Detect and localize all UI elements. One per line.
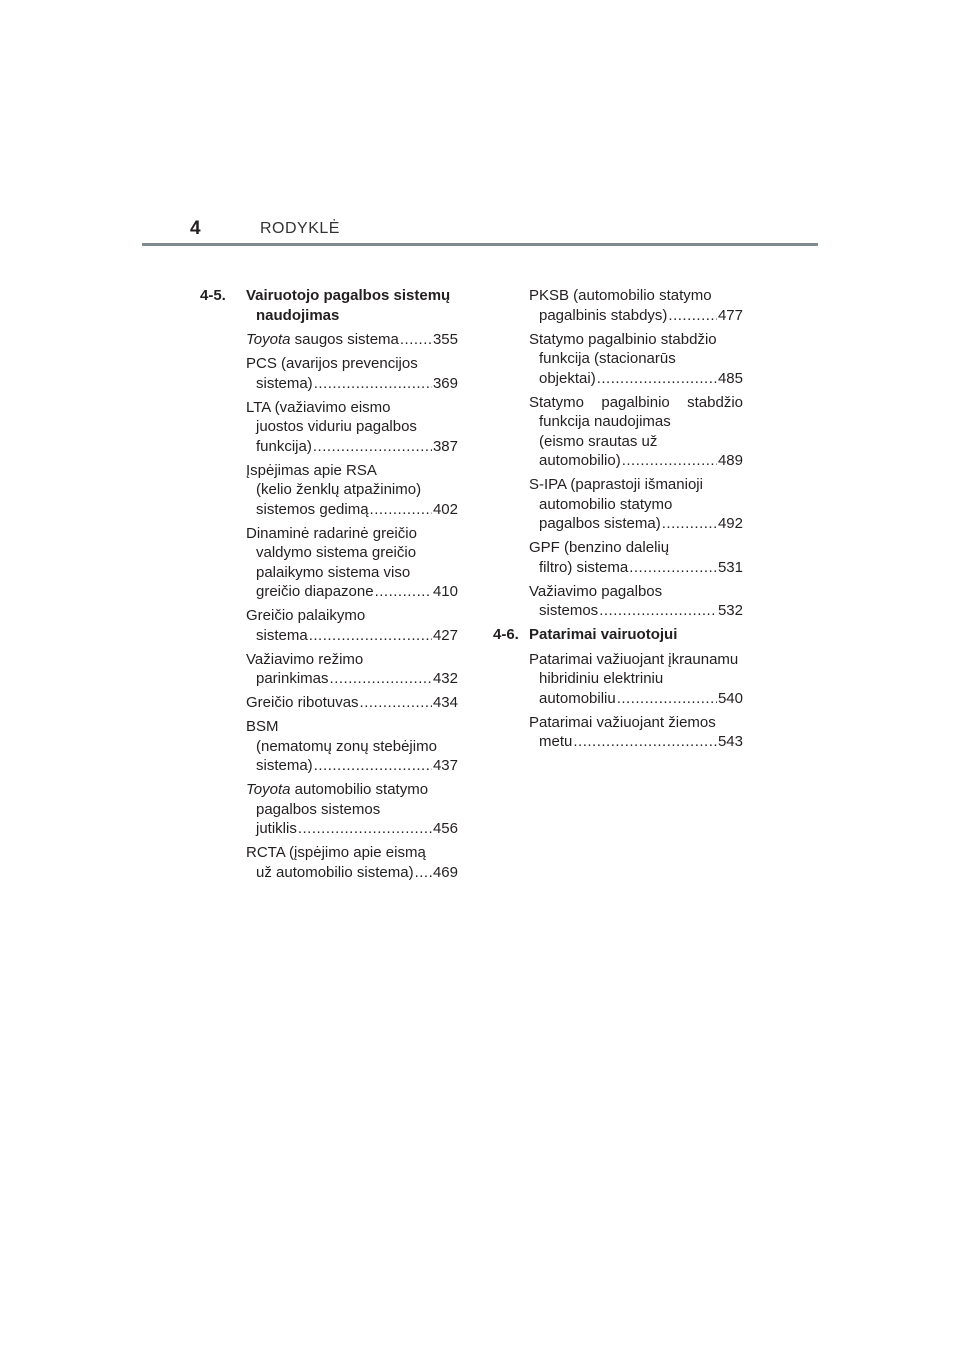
leader-dots <box>662 514 717 534</box>
leader-dots <box>330 669 432 689</box>
entry-text: sistema <box>256 626 308 644</box>
leader-dots <box>597 369 717 389</box>
leader-dots <box>298 819 432 839</box>
entry-text: juostos viduriu pagalbos <box>256 418 417 435</box>
toc-entry[interactable] <box>246 717 458 776</box>
leader-dots <box>314 374 432 394</box>
toc-entry[interactable] <box>529 582 743 621</box>
entry-text: Patarimai važiuojant žiemos <box>529 713 716 731</box>
entry-text: LTA (važiavimo eismo <box>246 398 391 416</box>
entry-text: S-IPA (paprastoji išmanioji <box>529 476 703 493</box>
toc-entry[interactable] <box>246 330 458 350</box>
entry-text: Patarimai važiuojant įkraunamu <box>529 650 739 668</box>
entry-page: 477 <box>717 306 743 324</box>
entry-text: funkcija (stacionarūs <box>539 350 676 367</box>
section-title: Patarimai vairuotojui <box>529 626 678 643</box>
leader-dots <box>375 582 432 602</box>
section-title: Vairuotojo pagalbos sistemų naudojimas <box>246 287 451 324</box>
brand-name: Toyota <box>246 781 291 798</box>
leader-dots <box>400 330 432 350</box>
entry-page: 387 <box>432 437 458 455</box>
entry-text: Greičio ribotuvas <box>246 694 359 711</box>
leader-dots <box>309 626 432 646</box>
toc-entry[interactable] <box>529 286 743 325</box>
entry-page: 369 <box>432 374 458 392</box>
entry-text: palaikymo sistema viso <box>256 563 411 581</box>
toc-entry[interactable] <box>246 693 458 713</box>
entry-text: RCTA (įspėjimo apie eismą <box>246 844 426 861</box>
toc-entry[interactable] <box>246 398 458 457</box>
entry-text: Įspėjimas apie RSA <box>246 461 377 479</box>
entry-text: (nematomų zonų stebėjimo <box>256 737 437 755</box>
entry-page: 410 <box>432 583 458 600</box>
entry-text: pagalbos sistema) <box>539 515 661 532</box>
leader-dots <box>314 756 432 776</box>
entry-page: 427 <box>432 626 458 644</box>
leader-dots <box>629 558 717 578</box>
entry-page: 492 <box>717 515 743 532</box>
entry-text: PKSB (automobilio statymo <box>529 287 712 304</box>
toc-entry[interactable] <box>529 330 743 389</box>
entry-page: 434 <box>432 694 458 711</box>
entry-page: 432 <box>432 670 458 687</box>
entry-text: pagalbinio <box>601 393 670 411</box>
entry-page: 355 <box>432 331 458 348</box>
entry-text: Greičio palaikymo <box>246 607 366 624</box>
entry-text: pagalbinis stabdys) <box>539 306 668 324</box>
entry-page: 532 <box>717 602 743 619</box>
section-heading-4-5[interactable] <box>200 286 458 325</box>
entry-text: filtro) sistema <box>539 558 629 576</box>
brand-name: Toyota <box>246 331 291 348</box>
entry-text: jutiklis <box>256 820 297 837</box>
toc-entry[interactable] <box>246 843 458 882</box>
entry-text: stabdžio <box>687 393 743 411</box>
entry-text: funkcija naudojimas <box>539 413 671 430</box>
entry-text: funkcija) <box>256 437 312 455</box>
entry-text: BSM <box>246 718 279 735</box>
entry-page: 456 <box>432 820 458 837</box>
entry-page: 543 <box>717 733 743 750</box>
section-number: 4-6. <box>493 626 519 643</box>
entry-text: PCS (avarijos prevencijos <box>246 355 418 372</box>
header-divider <box>142 243 818 246</box>
entry-page: 402 <box>432 500 458 518</box>
section-number: 4-5. <box>200 287 226 304</box>
toc-entry[interactable] <box>529 475 743 534</box>
toc-entry[interactable] <box>246 606 458 645</box>
entry-text: sistemos <box>539 602 599 619</box>
entry-page: 531 <box>717 558 743 576</box>
toc-entry[interactable] <box>246 650 458 689</box>
entry-text: sistema) <box>256 374 313 392</box>
entry-page: 437 <box>432 757 458 774</box>
entry-text: saugos sistema <box>290 331 399 348</box>
entry-text: (eismo srautas už <box>539 432 658 450</box>
entry-page: 540 <box>717 689 743 707</box>
entry-text: Statymo pagalbinio stabdžio <box>529 330 717 348</box>
leader-dots <box>370 500 432 520</box>
entry-text: objektai) <box>539 369 596 387</box>
leader-dots <box>622 451 717 471</box>
toc-entry[interactable] <box>529 650 743 709</box>
leader-dots <box>360 693 432 713</box>
toc-entry[interactable] <box>529 393 743 471</box>
entry-text: už automobilio sistema) <box>256 863 414 881</box>
entry-text: greičio diapazone <box>256 583 374 600</box>
toc-entry[interactable] <box>246 780 458 839</box>
leader-dots <box>599 601 717 621</box>
entry-text: parinkimas <box>256 670 329 687</box>
entry-text: automobilio statymo <box>539 495 673 513</box>
toc-entry[interactable] <box>529 538 743 577</box>
leader-dots <box>617 689 717 709</box>
entry-page: 469 <box>432 863 458 881</box>
leader-dots <box>573 732 717 752</box>
entry-text: sistemos gedimą <box>256 500 369 518</box>
entry-text: Važiavimo režimo <box>246 650 364 668</box>
toc-entry[interactable] <box>246 524 458 602</box>
toc-entry[interactable] <box>246 461 458 520</box>
entry-page: 489 <box>717 452 743 469</box>
entry-text: Važiavimo pagalbos <box>529 582 663 600</box>
toc-entry[interactable] <box>246 354 458 393</box>
entry-text: automobilio) <box>539 452 621 469</box>
page-number: 4 <box>190 218 201 239</box>
entry-text: hibridiniu elektriniu <box>539 670 664 687</box>
entry-page: 485 <box>717 369 743 387</box>
entry-text: Statymo <box>529 393 585 411</box>
entry-text: sistema) <box>256 757 313 774</box>
toc-right-column <box>493 286 743 756</box>
leader-dots <box>668 306 717 326</box>
leader-dots <box>313 437 432 457</box>
entry-text: Dinaminė radarinė greičio <box>246 524 417 542</box>
entry-text: metu <box>539 733 573 750</box>
toc-entry[interactable] <box>529 713 743 752</box>
entry-text: GPF (benzino dalelių <box>529 539 670 556</box>
entry-text: automobilio statymo <box>290 781 429 798</box>
leader-dots <box>415 863 432 883</box>
section-heading-4-6[interactable] <box>493 625 743 645</box>
entry-text: valdymo sistema greičio <box>256 544 417 561</box>
entry-text: pagalbos sistemos <box>256 800 381 818</box>
page-header-title: RODYKLĖ <box>260 220 340 237</box>
entry-text: automobiliu <box>539 689 616 707</box>
toc-left-column <box>200 286 458 887</box>
entry-text: (kelio ženklų atpažinimo) <box>256 481 422 498</box>
